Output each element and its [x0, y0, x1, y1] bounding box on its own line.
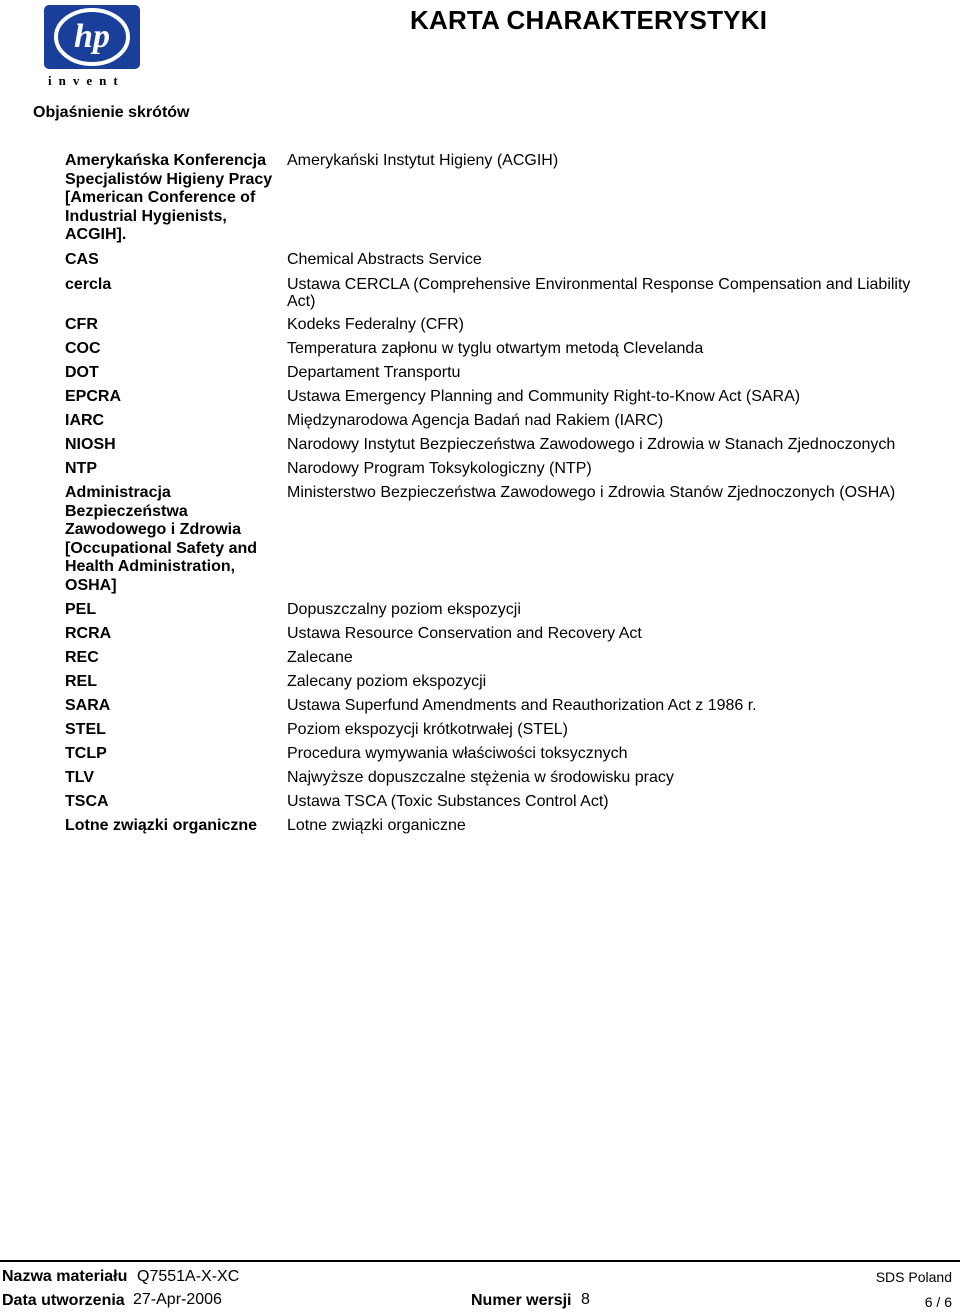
- document-title: KARTA CHARAKTERYSTYKI: [410, 5, 768, 35]
- material-name-label: Nazwa materiału: [2, 1268, 128, 1285]
- abbreviation-definition: Ministerstwo Bezpieczeństwa Zawodowego i Zdrowia Stanów Zjednoczonych (OSHA): [287, 484, 896, 501]
- abbreviation-term: IARC: [65, 412, 105, 429]
- abbreviation-definition: Poziom ekspozycji krótkotrwałej (STEL): [287, 721, 568, 738]
- abbreviation-definition: Zalecany poziom ekspozycji: [287, 673, 487, 690]
- abbreviation-term: REC: [65, 649, 99, 666]
- version-number-label: Numer wersji: [471, 1292, 572, 1309]
- abbreviation-definition: Departament Transportu: [287, 364, 461, 381]
- abbreviation-term: Administracja Bezpieczeństwa Zawodowego i Zdrowia [Occupational Safety and Health Administration, OSHA]: [65, 484, 258, 594]
- abbreviation-definition: Ustawa CERCLA (Comprehensive Environmental Response Compensation and Liability Act): [287, 276, 911, 310]
- abbreviation-term: TSCA: [65, 793, 109, 810]
- abbreviation-term: DOT: [65, 364, 99, 381]
- abbreviation-term: NTP: [65, 460, 97, 477]
- abbreviation-definition: Dopuszczalny poziom ekspozycji: [287, 601, 521, 618]
- section-heading: Objaśnienie skrótów: [33, 104, 190, 121]
- abbreviation-term: TCLP: [65, 745, 107, 762]
- hp-logo: [44, 5, 140, 89]
- abbreviation-term: CAS: [65, 251, 99, 268]
- abbreviation-definition: Narodowy Instytut Bezpieczeństwa Zawodowego i Zdrowia w Stanach Zjednoczonych: [287, 436, 896, 453]
- abbreviation-term: cercla: [65, 276, 112, 293]
- abbreviation-definition: Ustawa Emergency Planning and Community Right-to-Know Act (SARA): [287, 388, 801, 405]
- abbreviation-definition: Ustawa TSCA (Toxic Substances Control Act): [287, 793, 609, 810]
- abbreviation-term: PEL: [65, 601, 97, 618]
- abbreviation-term: Lotne związki organiczne: [65, 817, 258, 834]
- material-name-value: Q7551A-X-XC: [137, 1268, 240, 1285]
- abbreviation-definition: Ustawa Resource Conservation and Recovery Act: [287, 625, 642, 642]
- abbreviation-definition: Chemical Abstracts Service: [287, 251, 482, 268]
- abbreviation-definition: Narodowy Program Toksykologiczny (NTP): [287, 460, 592, 477]
- abbreviation-definition: Międzynarodowa Agencja Badań nad Rakiem (IARC): [287, 412, 664, 429]
- abbreviation-term: Amerykańska Konferencja Specjalistów Higieny Pracy [American Conference of Industrial Hygienists, ACGIH].: [65, 152, 273, 244]
- abbreviation-term: EPCRA: [65, 388, 122, 405]
- version-number-value: 8: [581, 1291, 590, 1308]
- abbreviation-definition: Kodeks Federalny (CFR): [287, 316, 464, 333]
- abbreviation-definition: Amerykański Instytut Higieny (ACGIH): [287, 152, 559, 169]
- created-date-label: Data utworzenia: [2, 1292, 125, 1309]
- page-number: 6 / 6: [924, 1294, 952, 1310]
- abbreviation-definition: Lotne związki organiczne: [287, 817, 466, 834]
- abbreviation-definition: Procedura wymywania właściwości toksycznych: [287, 745, 628, 762]
- hp-logo-icon: [44, 5, 140, 69]
- hp-logo-badge: [44, 5, 140, 69]
- abbreviation-term: NIOSH: [65, 436, 116, 453]
- abbreviation-term: CFR: [65, 316, 98, 333]
- abbreviation-term: REL: [65, 673, 97, 690]
- footer-divider: [0, 1260, 960, 1262]
- sds-region: SDS Poland: [875, 1269, 952, 1285]
- abbreviation-term: SARA: [65, 697, 111, 714]
- abbreviation-term: STEL: [65, 721, 106, 738]
- svg-text:hp: hp: [74, 18, 110, 55]
- abbreviation-term: RCRA: [65, 625, 112, 642]
- abbreviation-definition: Najwyższe dopuszczalne stężenia w środowisku pracy: [287, 769, 674, 786]
- abbreviation-definition: Ustawa Superfund Amendments and Reauthorization Act z 1986 r.: [287, 697, 757, 714]
- abbreviation-term: TLV: [65, 769, 95, 786]
- logo-tagline: invent: [48, 73, 125, 88]
- abbreviation-definition: Temperatura zapłonu w tyglu otwartym metodą Clevelanda: [287, 340, 704, 357]
- abbreviation-definition: Zalecane: [287, 649, 353, 666]
- created-date-value: 27-Apr-2006: [133, 1291, 222, 1308]
- abbreviation-term: COC: [65, 340, 101, 357]
